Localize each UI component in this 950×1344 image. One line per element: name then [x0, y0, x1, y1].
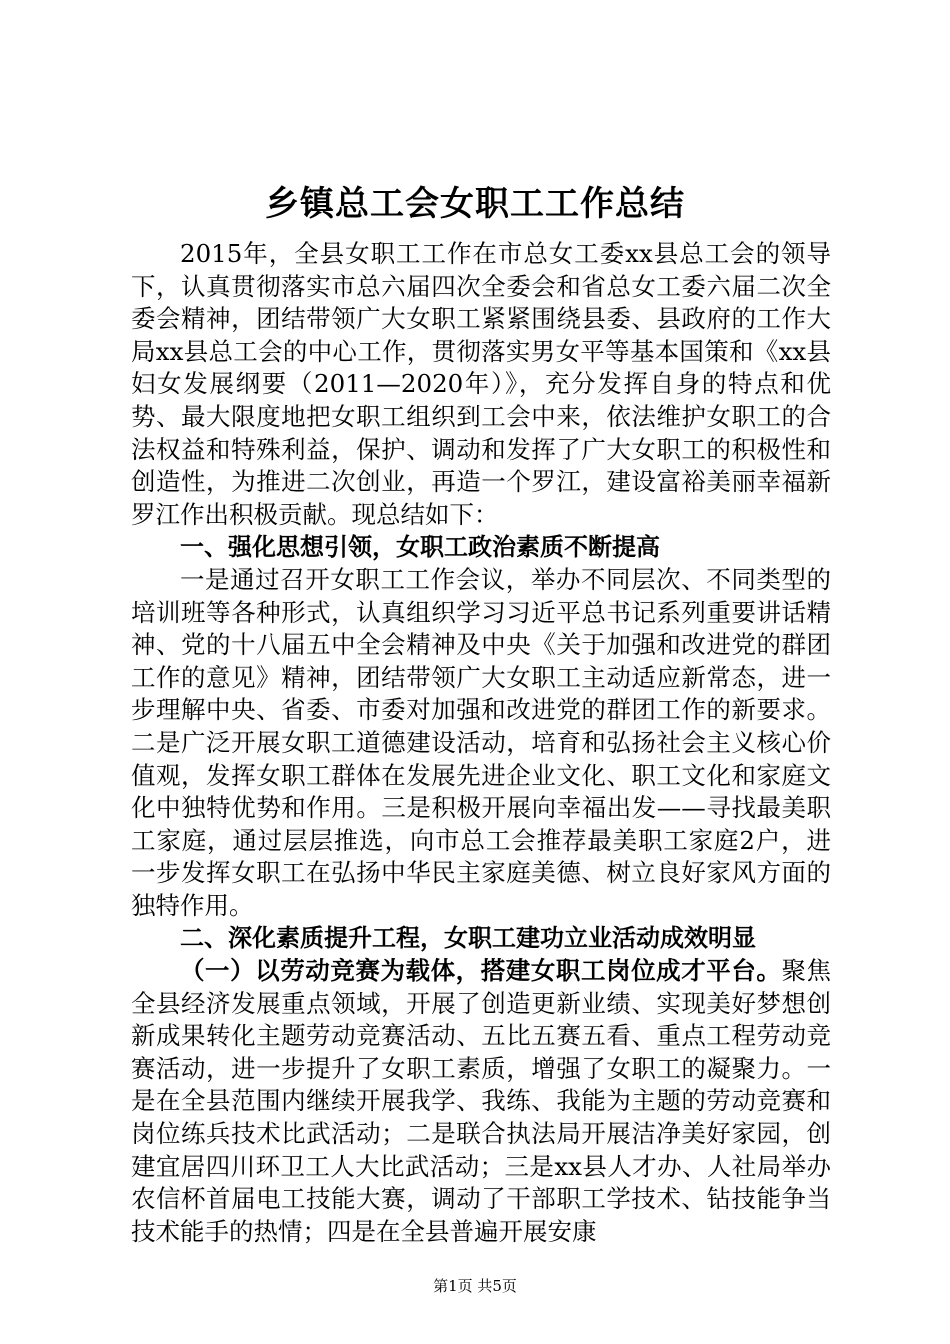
section-2-heading: 二、深化素质提升工程，女职工建功立业活动成效明显: [180, 924, 756, 953]
page-footer: 第1页 共5页: [433, 1277, 517, 1295]
document-title: 乡镇总工会女职工工作总结: [265, 184, 685, 224]
document-body: [131, 238, 831, 1248]
section-2-text: 聚焦全县经济发展重点领域，开展了创造更新业绩、实现美好梦想创新成果转化主题劳动竞赛活动、五比五赛五看、重点工程劳动竞赛活动，进一步提升了女职工素质，增强了女职工的凝聚力。一是在全县范围内继续开展我学、我练、我能为主题的劳动竞赛和岗位练兵技术比武活动；二是联合执法局开展洁净美好家园，创建宜居四川环卫工人大比武活动；三是xx县人才办、人社局举办农信杯首届电工技能大赛，调动了干部职工学技术、钻技能争当技术能手的热情；四是在全县普遍开展安康: [131, 956, 831, 1246]
section-2-subheading: （一）以劳动竞赛为载体，搭建女职工岗位成才平台。: [180, 956, 782, 986]
section-1-paragraph: 一是通过召开女职工工作会议，举办不同层次、不同类型的培训班等各种形式，认真组织学习习近平总书记系列重要讲话精神、党的十八届五中全会精神及中央《关于加强和改进党的群团工作的意见》精神，团结带领广大女职工主动适应新常态，进一步理解中央、省委、市委对加强和改进党的群团工作的新要求。二是广泛开展女职工道德建设活动，培育和弘扬社会主义核心价值观，发挥女职工群体在发展先进企业文化、职工文化和家庭文化中独特优势和作用。三是积极开展向幸福出发——寻找最美职工家庭，通过层层推选，向市总工会推荐最美职工家庭2户，进一步发挥女职工在弘扬中华民主家庭美德、树立良好家风方面的独特作用。: [131, 564, 831, 920]
section-1-heading: 一、强化思想引领，女职工政治素质不断提高: [180, 533, 660, 562]
section-2-paragraph: [131, 955, 831, 1248]
intro-paragraph: 2015年，全县女职工工作在市总女工委xx县总工会的领导下，认真贯彻落实市总六届四次全委会和省总女工委六届二次全委会精神，团结带领广大女职工紧紧围绕县委、县政府的工作大局xx县总工会的中心工作，贯彻落实男女平等基本国策和《xx县妇女发展纲要（2011—2020年）》，充分发挥自身的特点和优势、最大限度地把女职工组织到工会中来，依法维护女职工的合法权益和特殊利益，保护、调动和发挥了广大女职工的积极性和创造性，为推进二次创业，再造一个罗江，建设富裕美丽幸福新罗江作出积极贡献。现总结如下：: [131, 239, 831, 529]
